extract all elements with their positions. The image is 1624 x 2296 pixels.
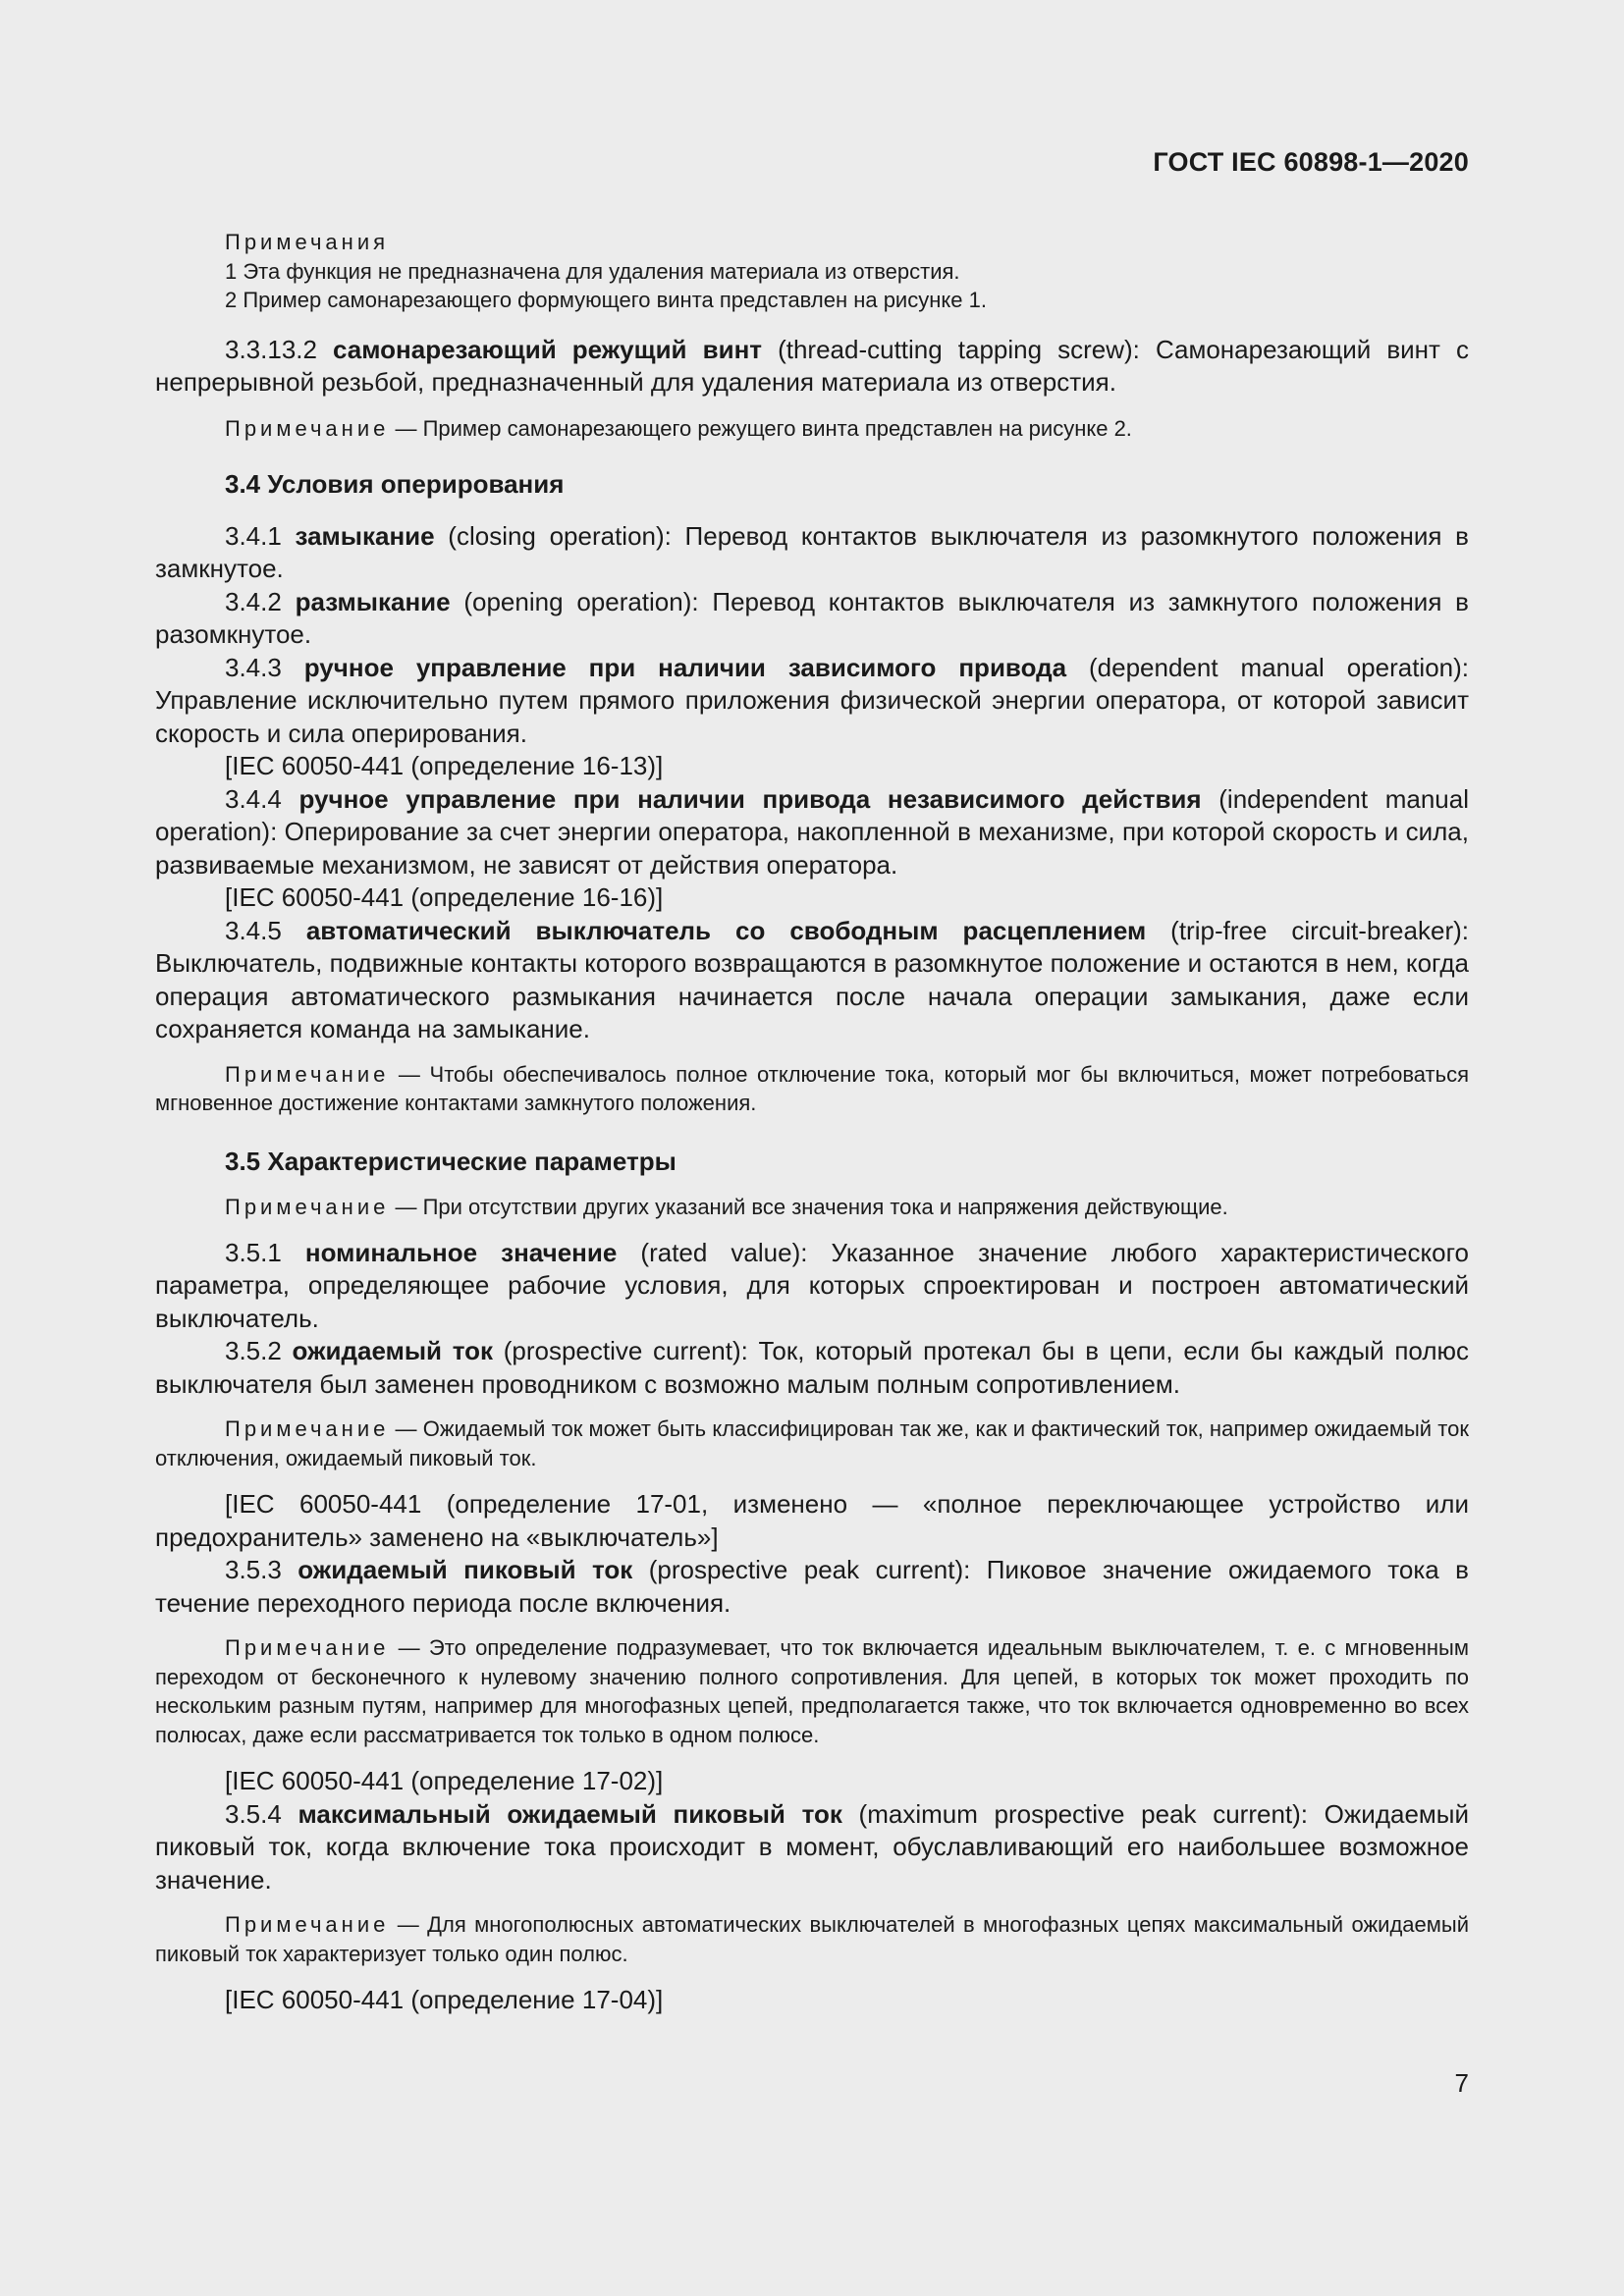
note-3-4-5: Примечание — Чтобы обеспечивалось полное отключение тока, который мог бы включиться, может потребоваться мгновенное достижение контактами замкнутого положения. xyxy=(155,1061,1469,1115)
note-3-3-13-2: Примечание — Пример самонарезающего режущего винта представлен на рисунке 2. xyxy=(225,415,1132,441)
definition-3-3-13-2: 3.3.13.2 самонарезающий режущий винт (thread-cutting tapping screw): Самонарезающий винт с непрерывной резьбой, предназначенный для удаления материала из отверстия. xyxy=(155,334,1469,397)
term: самонарезающий режущий винт xyxy=(333,334,763,364)
definition-3-4-1: 3.4.1 замыкание (closing operation): Перевод контактов выключателя из разомкнутого положения в замкнутое. xyxy=(155,520,1469,583)
definition-3-4-2: 3.4.2 размыкание (opening operation): Перевод контактов выключателя из замкнутого положения в разомкнутое. xyxy=(155,586,1469,649)
definition-3-5-1: 3.5.1 номинальное значение (rated value): Указанное значение любого характеристического параметра, определяющее рабочие условия, для которых спроектирован и построен автоматический выключатель. xyxy=(155,1237,1469,1333)
reference-3-5-3: [IEC 60050-441 (определение 17-02)] xyxy=(225,1766,664,1795)
document-header: ГОСТ IEC 60898-1—2020 xyxy=(1153,147,1469,177)
reference-3-5-4: [IEC 60050-441 (определение 17-04)] xyxy=(225,1985,664,2014)
note-3-5: Примечание — При отсутствии других указаний все значения тока и напряжения действующие. xyxy=(225,1195,1228,1219)
definition-3-4-4: 3.4.4 ручное управление при наличии привода независимого действия (independent manual operation): Оперирование за счет энергии оператора, накопленной в механизме, при которой скорость и сила, развиваемые механизмом, не зависят от действия оператора. xyxy=(155,783,1469,880)
page-content xyxy=(155,228,1469,2017)
definition-3-5-3: 3.5.3 ожидаемый пиковый ток (prospective peak current): Пиковое значение ожидаемого тока в течение переходного периода после включения. xyxy=(155,1555,1469,1618)
definition-3-5-4: 3.5.4 максимальный ожидаемый пиковый ток (maximum prospective peak current): Ожидаемый пиковый ток, когда включение тока происходит в момент, обуславливающий его наибольшее возможное значение. xyxy=(155,1798,1470,1895)
section-heading-3-4: 3.4 Условия оперирования xyxy=(225,469,565,499)
reference-3-5-2: [IEC 60050-441 (определение 17-01, изменено — «полное переключающее устройство или предохранитель» заменено на «выключатель»] xyxy=(155,1489,1469,1552)
note-3-5-4: Примечание — Для многополюсных автоматических выключателей в многофазных цепях максимальный ожидаемый пиковый ток характеризует только один полюс. xyxy=(155,1912,1469,1966)
note-3-5-2: Примечание — Ожидаемый ток может быть классифицирован так же, как и фактический ток, например ожидаемый ток отключения, ожидаемый пиковый ток. xyxy=(155,1416,1469,1470)
definition-3-4-3: 3.4.3 ручное управление при наличии зависимого привода (dependent manual operation): Управление исключительно путем прямого приложения физической энергии оператора, от которой зависит скорость и сила оперирования. xyxy=(155,652,1469,748)
note-item-1: 1 Эта функция не предназначена для удаления материала из отверстия. xyxy=(225,258,960,284)
notes-label: Примечания xyxy=(225,230,390,254)
note-item-2: 2 Пример самонарезающего формующего винта представлен на рисунке 1. xyxy=(225,288,987,312)
definition-3-4-5: 3.4.5 автоматический выключатель со свободным расцеплением (trip-free circuit-breaker): Выключатель, подвижные контакты которого возвращаются в разомкнутое положение и остаются в нем, когда операция автоматического размыкания начинается после начала операции замыкания, даже если сохраняется команда на замыкание. xyxy=(155,915,1469,1043)
definition-3-5-2: 3.5.2 ожидаемый ток (prospective current): Ток, который протекал бы в цепи, если бы каждый полюс выключателя был заменен проводником с возможно малым полным сопротивлением. xyxy=(155,1336,1469,1399)
note-3-5-3: Примечание — Это определение подразумевает, что ток включается идеальным выключателем, т. е. с мгновенным переходом от бесконечного к нулевому значению полного сопротивления. Для цепей, в которых ток может проходить по нескольким разным путям, например для многофазных цепей, предполагается также, что ток включается одновременно во всех полюсах, даже если рассматривается ток только в одном полюсе. xyxy=(155,1635,1469,1747)
reference-3-4-3: [IEC 60050-441 (определение 16-13)] xyxy=(225,751,664,780)
page-number: 7 xyxy=(1454,2068,1469,2098)
reference-3-4-4: [IEC 60050-441 (определение 16-16)] xyxy=(225,882,664,912)
section-heading-3-5: 3.5 Характеристические параметры xyxy=(225,1146,677,1176)
